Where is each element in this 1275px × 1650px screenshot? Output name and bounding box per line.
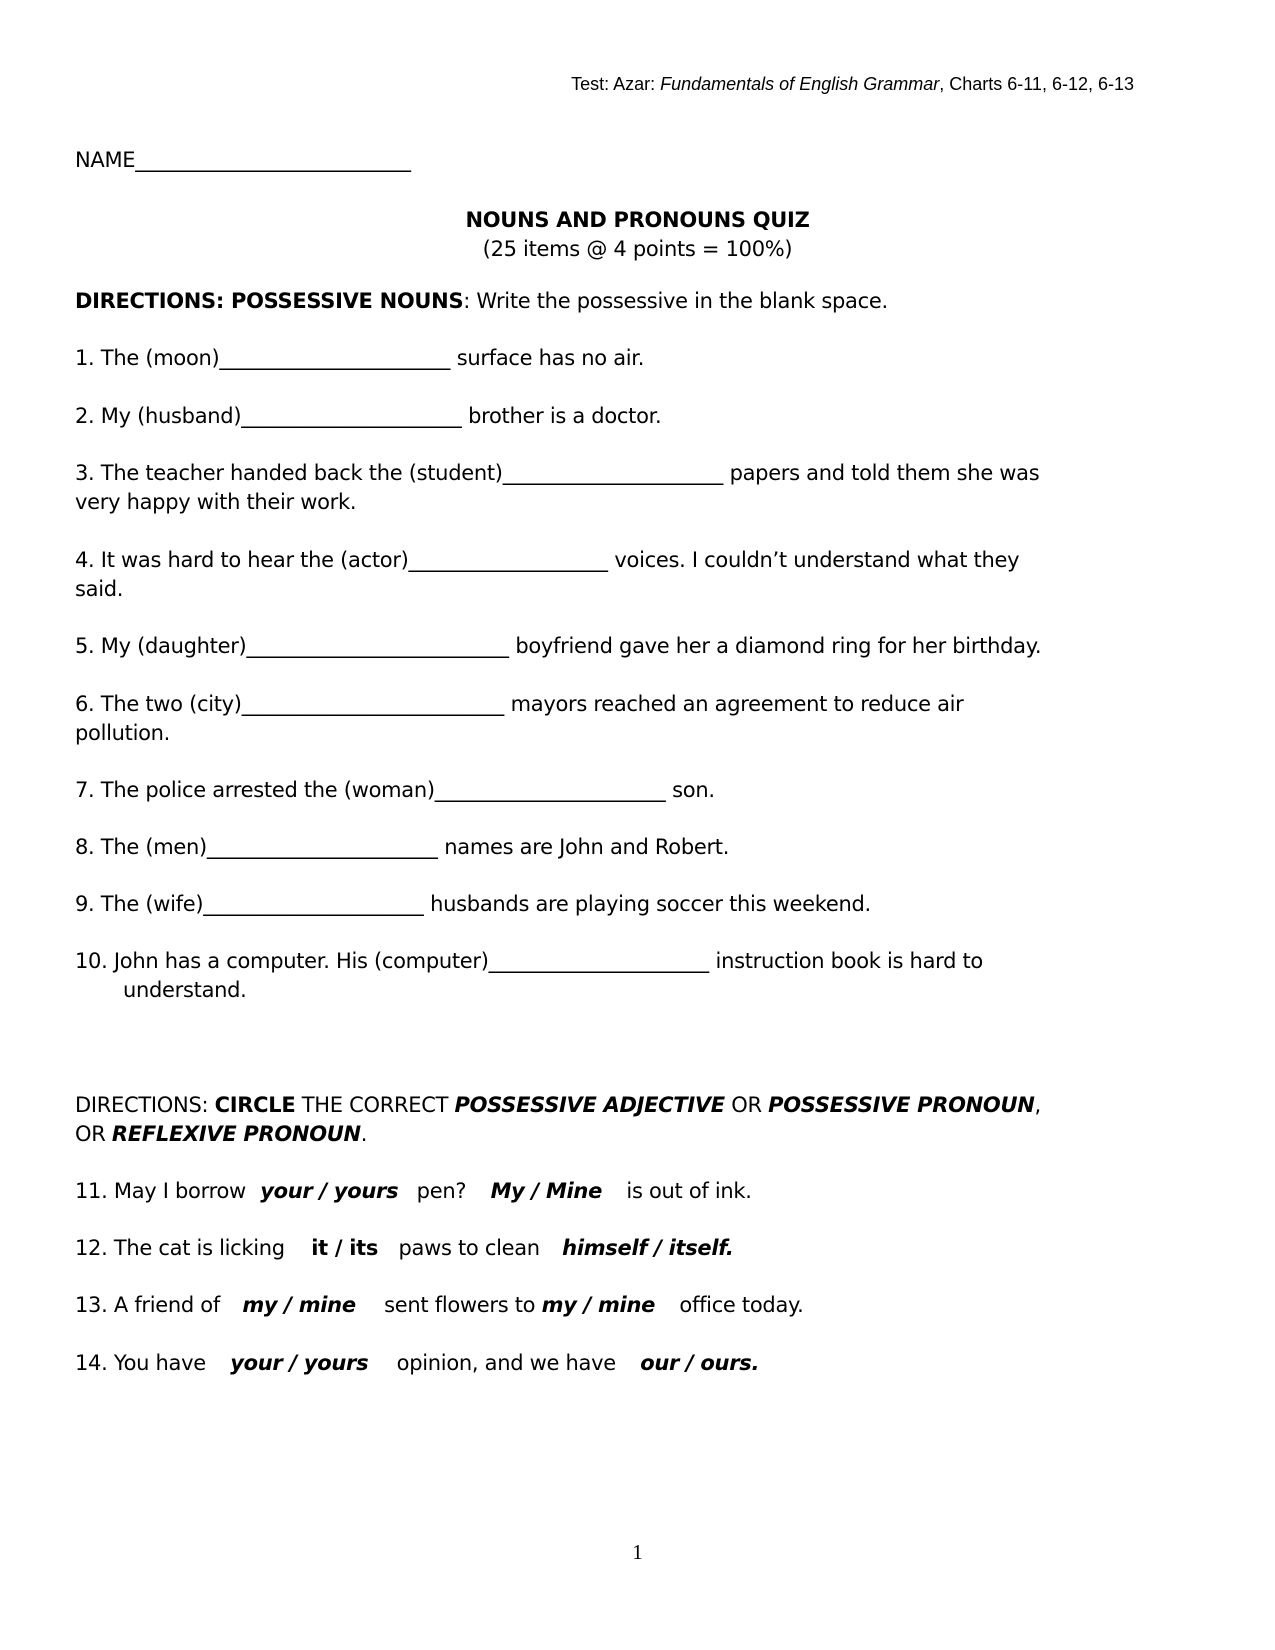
question-text: boyfriend gave her a diamond ring for her birthday. bbox=[508, 634, 1042, 658]
question-text: husbands are playing soccer this weekend. bbox=[423, 892, 871, 916]
question-10 bbox=[75, 946, 1195, 976]
question-2 bbox=[75, 401, 1195, 431]
question-text: papers and told them she was bbox=[723, 461, 1040, 485]
answer-blank[interactable]: _____________________ bbox=[203, 892, 424, 916]
answer-blank[interactable]: ___________________ bbox=[408, 548, 609, 572]
question-14 bbox=[75, 1348, 1195, 1378]
question-text: 7. The police arrested the (woman) bbox=[75, 778, 435, 802]
question-text: 8. The (men) bbox=[75, 835, 207, 859]
question-5 bbox=[75, 631, 1195, 661]
question-6-continuation: pollution. bbox=[75, 721, 171, 745]
question-text: surface has no air. bbox=[450, 346, 645, 370]
question-text: 5. My (daughter) bbox=[75, 634, 247, 658]
directions-possessive-pronoun: POSSESSIVE PRONOUN bbox=[768, 1093, 1035, 1117]
choice-option[interactable]: my / mine bbox=[541, 1293, 656, 1317]
question-10-continuation: understand. bbox=[123, 978, 247, 1002]
directions-text: THE CORRECT bbox=[295, 1093, 455, 1117]
answer-blank[interactable]: _____________________ bbox=[488, 949, 710, 973]
section1-heading: DIRECTIONS: POSSESSIVE NOUNS bbox=[75, 289, 464, 313]
section1-instruction: : Write the possessive in the blank space. bbox=[463, 289, 888, 313]
choice-option[interactable]: your / yours bbox=[230, 1351, 369, 1375]
question-text: 4. It was hard to hear the (actor) bbox=[75, 548, 409, 572]
question-7 bbox=[75, 775, 1195, 805]
directions-possessive-adjective: POSSESSIVE ADJECTIVE bbox=[454, 1093, 725, 1117]
directions-text: OR bbox=[724, 1093, 769, 1117]
question-4-continuation: said. bbox=[75, 577, 124, 601]
directions-text: . bbox=[360, 1122, 368, 1146]
question-text: 11. May I borrow bbox=[75, 1179, 253, 1203]
choice-option[interactable]: my / mine bbox=[242, 1293, 356, 1317]
section2-directions-line2 bbox=[75, 1119, 1195, 1149]
choice-option[interactable]: My / Mine bbox=[490, 1179, 603, 1203]
question-text: mayors reached an agreement to reduce air bbox=[504, 692, 964, 716]
question-6 bbox=[75, 689, 1195, 719]
choice-option[interactable]: your / yours bbox=[260, 1179, 399, 1203]
question-11 bbox=[75, 1176, 1195, 1206]
choice-option[interactable]: himself / itself. bbox=[562, 1236, 734, 1260]
question-text: 3. The teacher handed back the (student) bbox=[75, 461, 503, 485]
question-12 bbox=[75, 1233, 1195, 1263]
question-text: brother is a doctor. bbox=[461, 404, 662, 428]
question-text: paws to clean bbox=[392, 1236, 547, 1260]
answer-blank[interactable]: _____________________ bbox=[502, 461, 724, 485]
directions-label: DIRECTIONS: bbox=[75, 1093, 215, 1117]
question-text: office today. bbox=[673, 1293, 804, 1317]
answer-blank[interactable]: _____________________ bbox=[241, 404, 462, 428]
section2-directions bbox=[75, 1090, 1195, 1120]
question-9 bbox=[75, 889, 1195, 919]
name-field: NAME___________________________ bbox=[75, 148, 411, 172]
question-text: names are John and Robert. bbox=[437, 835, 730, 859]
section1-directions bbox=[75, 286, 1195, 316]
question-text: 13. A friend of bbox=[75, 1293, 227, 1317]
answer-blank[interactable]: _________________________ bbox=[246, 634, 509, 658]
question-text: sent flowers to bbox=[377, 1293, 542, 1317]
question-4 bbox=[75, 545, 1195, 575]
question-text: 12. The cat is licking bbox=[75, 1236, 292, 1260]
question-text: 1. The (moon) bbox=[75, 346, 220, 370]
question-3-continuation: very happy with their work. bbox=[75, 490, 357, 514]
directions-reflexive-pronoun: REFLEXIVE PRONOUN bbox=[111, 1122, 361, 1146]
answer-blank[interactable]: ______________________ bbox=[434, 778, 666, 802]
question-1 bbox=[75, 343, 1195, 373]
question-8 bbox=[75, 832, 1195, 862]
question-text: voices. I couldn’t understand what they bbox=[608, 548, 1020, 572]
question-text: 2. My (husband) bbox=[75, 404, 242, 428]
question-text: pen? bbox=[410, 1179, 473, 1203]
quiz-subtitle: (25 items @ 4 points = 100%) bbox=[482, 237, 793, 261]
choice-option[interactable]: it / its bbox=[311, 1236, 379, 1260]
answer-blank[interactable]: _________________________ bbox=[241, 692, 505, 716]
question-text: is out of ink. bbox=[620, 1179, 752, 1203]
answer-blank[interactable]: ______________________ bbox=[219, 346, 451, 370]
directions-text: OR bbox=[75, 1122, 112, 1146]
question-text: 6. The two (city) bbox=[75, 692, 242, 716]
question-text: opinion, and we have bbox=[390, 1351, 623, 1375]
choice-option[interactable]: our / ours. bbox=[640, 1351, 760, 1375]
quiz-title: NOUNS AND PRONOUNS QUIZ bbox=[465, 208, 810, 232]
question-text: instruction book is hard to bbox=[709, 949, 983, 973]
question-text: son. bbox=[665, 778, 715, 802]
header-book-title: Fundamentals of English Grammar bbox=[660, 74, 940, 94]
header-prefix: Test: Azar: bbox=[571, 74, 661, 94]
header-suffix: , Charts 6-11, 6-12, 6-13 bbox=[939, 74, 1134, 94]
question-text: 14. You have bbox=[75, 1351, 213, 1375]
question-3 bbox=[75, 458, 1195, 488]
directions-text: , bbox=[1034, 1093, 1041, 1117]
question-text: 10. John has a computer. His (computer) bbox=[75, 949, 489, 973]
directions-circle: CIRCLE bbox=[214, 1093, 296, 1117]
page-header bbox=[571, 74, 1134, 95]
question-text: 9. The (wife) bbox=[75, 892, 204, 916]
question-13 bbox=[75, 1290, 1195, 1320]
answer-blank[interactable]: ______________________ bbox=[206, 835, 438, 859]
page-number: 1 bbox=[632, 1540, 643, 1564]
